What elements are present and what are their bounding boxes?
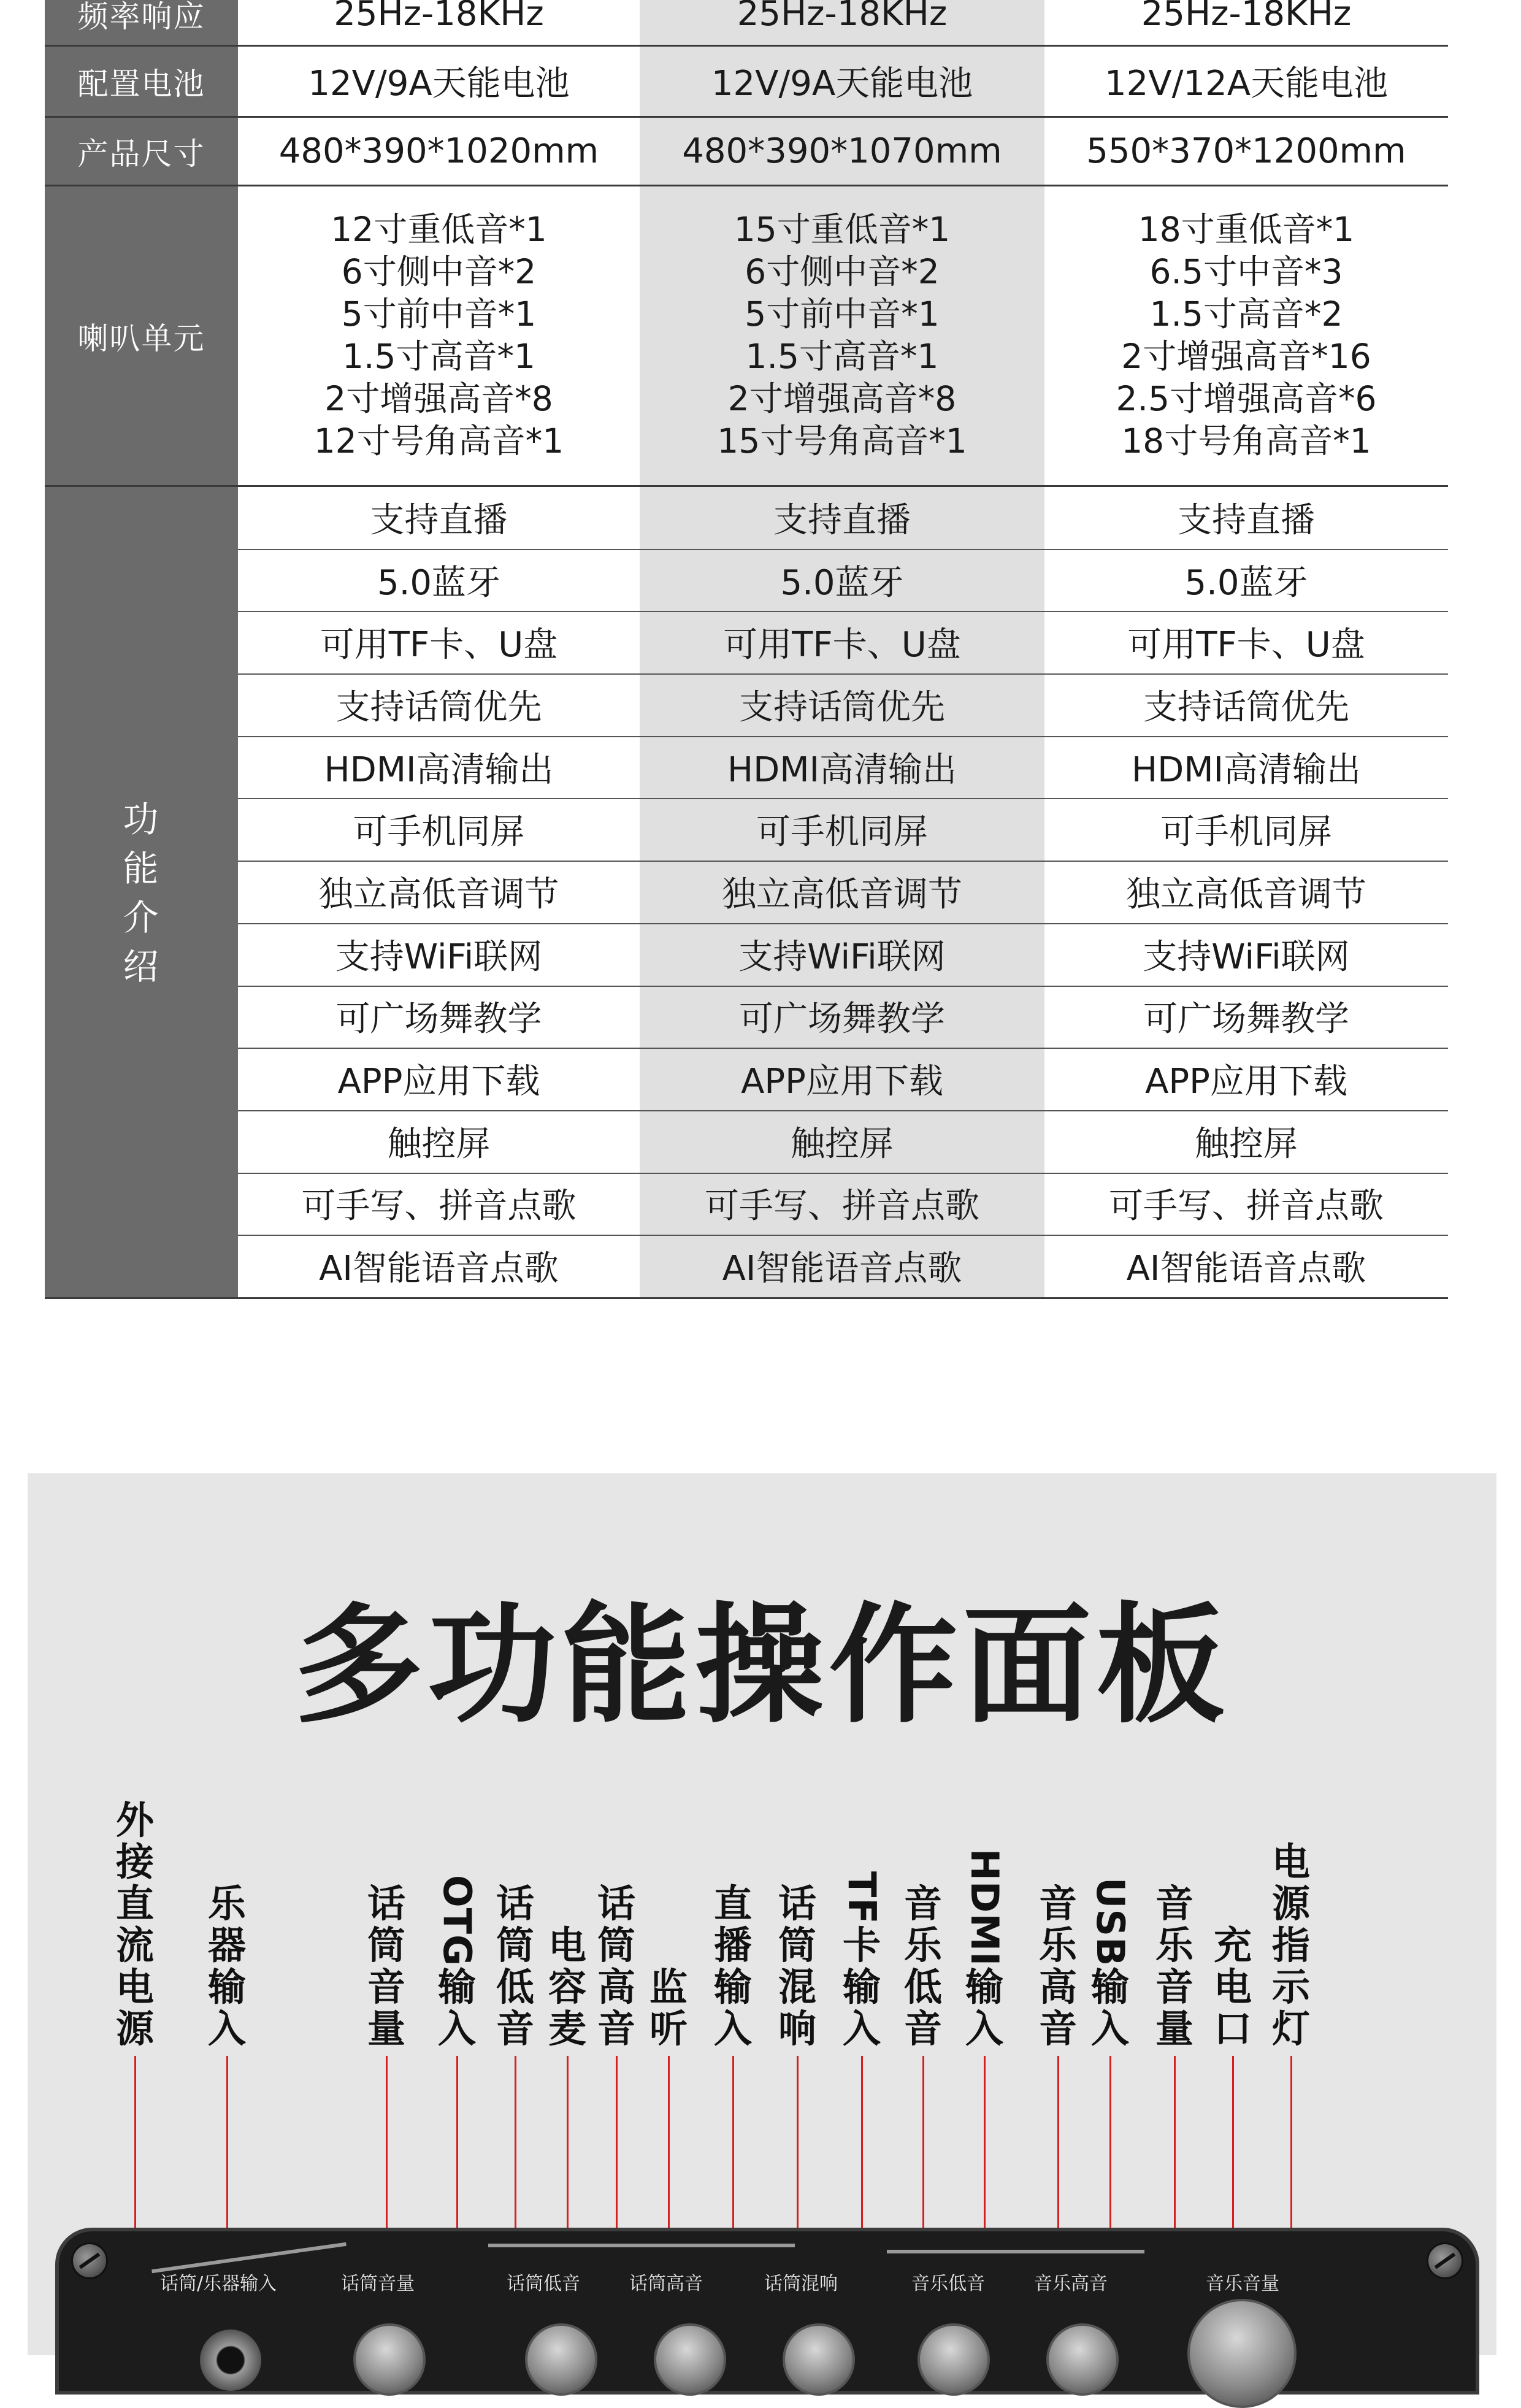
row-header-freq: 频率响应 [77, 0, 205, 34]
screw-icon [71, 2242, 108, 2279]
panel-label-char: 直 [115, 1881, 154, 1926]
feature-cell: 支持直播 [773, 500, 911, 540]
device-label: 音乐音量 [1206, 2273, 1279, 2295]
feature-cell: 可手机同屏 [756, 812, 928, 853]
music-treble-knob[interactable] [1046, 2323, 1119, 2396]
panel-label-char: 音 [1155, 1881, 1193, 1926]
panel-label-char: 音 [1038, 1881, 1077, 1926]
panel-label [546, 1925, 588, 2050]
row-divider [45, 1297, 1448, 1299]
panel-label [648, 1966, 689, 2050]
panel-label-char: 筒 [597, 1923, 635, 1968]
speaker-line: 6.5寸中音*3 [1149, 252, 1343, 291]
size-cell: 480*390*1020mm [278, 131, 599, 171]
panel-label-char: 低 [496, 1965, 534, 2009]
panel-label-char: 筒 [778, 1923, 816, 1968]
panel-label-char: 输 [1090, 1965, 1129, 2009]
panel-label-char: 源 [1271, 1881, 1310, 1926]
panel-label-char: 音 [597, 2006, 635, 2051]
feature-cell: AI智能语音点歌 [1126, 1249, 1366, 1289]
row-header-speakers: 喇叭单元 [77, 321, 205, 356]
mic-volume-knob[interactable] [353, 2323, 426, 2396]
panel-label-char: 量 [367, 2006, 405, 2051]
feature-cell: 可手写、拼音点歌 [1109, 1186, 1384, 1227]
panel-label-char: 外 [115, 1798, 154, 1842]
panel-label [436, 1875, 478, 2050]
feature-divider [238, 1110, 1448, 1111]
feature-cell: 支持WiFi联网 [1143, 937, 1350, 977]
panel-label-char: 听 [649, 2006, 688, 2051]
feature-cell: AI智能语音点歌 [319, 1249, 559, 1289]
panel-label-char: 音 [903, 2006, 942, 2051]
feature-cell: 支持话筒优先 [739, 687, 945, 727]
speaker-line: 15寸号角高音*1 [717, 421, 967, 461]
panel-label [1089, 1877, 1131, 2050]
screw-icon [1427, 2242, 1463, 2279]
feature-cell: 可手机同屏 [353, 812, 525, 853]
feature-divider [238, 861, 1448, 862]
panel-label [1037, 1883, 1079, 2050]
feature-cell: APP应用下载 [1145, 1062, 1347, 1102]
feature-cell: HDMI高清输出 [1131, 750, 1362, 790]
device-label: 音乐低音 [911, 2273, 985, 2295]
panel-label [964, 1849, 1005, 2050]
device-label: 话筒低音 [507, 2273, 580, 2295]
feature-cell: 支持WiFi联网 [738, 937, 946, 977]
features-header-char: 功 [123, 798, 160, 840]
panel-label [776, 1883, 818, 2050]
feature-cell: 可广场舞教学 [739, 999, 945, 1040]
freq-cell: 25Hz-18KHz [737, 0, 948, 34]
panel-label-char: OTG [435, 1875, 480, 1966]
speaker-line: 2寸增强高音*16 [1121, 337, 1371, 376]
device-label: 话筒高音 [629, 2273, 703, 2295]
control-panel-device [55, 2228, 1479, 2395]
feature-cell: 独立高低音调节 [1126, 874, 1366, 915]
row-header-features [45, 486, 238, 1299]
device-label: 话筒音量 [341, 2273, 415, 2295]
panel-label-char: 入 [713, 2006, 752, 2051]
panel-label-char: 话 [778, 1881, 816, 1926]
panel-label-char: 话 [597, 1881, 635, 1926]
mic-reverb-knob[interactable] [783, 2323, 855, 2396]
panel-label-char: 入 [842, 2006, 881, 2051]
features-header-char: 能 [123, 847, 160, 889]
feature-cell: 5.0蓝牙 [377, 562, 501, 603]
panel-label-char: 电 [115, 1965, 154, 2009]
panel-label [902, 1883, 944, 2050]
music-volume-knob[interactable] [1187, 2299, 1297, 2408]
panel-label-char: TF [840, 1871, 884, 1925]
feature-cell: 5.0蓝牙 [1184, 562, 1308, 603]
mic-treble-knob[interactable] [654, 2323, 726, 2396]
panel-label-char: 容 [548, 1965, 586, 2009]
feature-cell: 可手写、拼音点歌 [705, 1186, 979, 1227]
panel-label-char: 话 [496, 1881, 534, 1926]
features-header-char: 绍 [123, 945, 160, 987]
panel-label-char: 输 [842, 1965, 881, 2009]
feature-divider [238, 1173, 1448, 1174]
speakers-cell [640, 186, 1044, 485]
feature-cell: 5.0蓝牙 [780, 562, 904, 603]
panel-label-char: 筒 [496, 1923, 534, 1968]
panel-label [712, 1883, 754, 2050]
speaker-line: 6寸侧中音*2 [745, 252, 940, 291]
feature-cell: 独立高低音调节 [318, 874, 559, 915]
panel-label-char: 麦 [548, 2006, 586, 2051]
speaker-line: 5寸前中音*1 [341, 294, 537, 334]
panel-label [1270, 1841, 1312, 2050]
feature-cell: AI智能语音点歌 [722, 1249, 962, 1289]
feature-divider [238, 736, 1448, 737]
panel-label-char: 输 [437, 1965, 476, 2009]
feature-cell: 支持话筒优先 [1143, 687, 1349, 727]
feature-cell: HDMI高清输出 [727, 750, 957, 790]
music-bass-knob[interactable] [918, 2323, 990, 2396]
panel-label-char: 源 [115, 2006, 154, 2051]
panel-title: 多功能操作面板 [294, 1590, 1230, 1741]
panel-label-char: 入 [437, 2006, 476, 2051]
panel-label [494, 1883, 536, 2050]
device-label: 音乐高音 [1034, 2273, 1108, 2295]
panel-label-char: 电 [1271, 1839, 1310, 1884]
mic-bass-knob[interactable] [525, 2323, 597, 2396]
panel-label-char: 入 [965, 2006, 1003, 2051]
speaker-line: 18寸号角高音*1 [1121, 421, 1371, 461]
panel-label-char: 混 [778, 1965, 816, 2009]
panel-label-char: 示 [1271, 1965, 1310, 2009]
feature-cell: APP应用下载 [741, 1062, 943, 1102]
panel-label-char: 直 [713, 1881, 752, 1926]
speaker-line: 1.5寸高音*1 [745, 337, 939, 376]
feature-cell: 可用TF卡、U盘 [320, 625, 558, 665]
speaker-line: 1.5寸高音*1 [342, 337, 535, 376]
panel-frame-line [488, 2244, 795, 2247]
freq-cell: 25Hz-18KHz [334, 0, 544, 34]
feature-cell: 可广场舞教学 [335, 999, 542, 1040]
feature-cell: 支持话筒优先 [335, 687, 542, 727]
panel-label-char: 入 [1090, 2006, 1129, 2051]
speaker-line: 12寸号角高音*1 [313, 421, 564, 461]
feature-divider [238, 986, 1448, 987]
panel-label-char: 筒 [367, 1923, 405, 1968]
speaker-line: 6寸侧中音*2 [341, 252, 537, 291]
panel-label-char: 音 [496, 2006, 534, 2051]
panel-label [1212, 1925, 1254, 2050]
panel-label-char: 灯 [1271, 2006, 1310, 2051]
speaker-line: 15寸重低音*1 [734, 210, 951, 249]
device-label: 话筒/乐器输入 [160, 2273, 277, 2295]
feature-cell: 可用TF卡、U盘 [1127, 625, 1365, 665]
feature-divider [238, 923, 1448, 924]
panel-label [366, 1883, 407, 2050]
feature-cell: 可用TF卡、U盘 [723, 625, 961, 665]
feature-divider [238, 1048, 1448, 1049]
device-label: 话筒混响 [764, 2273, 838, 2295]
panel-label [1154, 1883, 1195, 2050]
panel-label-char: 指 [1271, 1923, 1310, 1968]
speakers-cell [1044, 186, 1448, 485]
panel-frame-line [887, 2250, 1144, 2253]
feature-cell: 独立高低音调节 [722, 874, 962, 915]
feature-cell: 可手写、拼音点歌 [301, 1186, 577, 1227]
battery-cell: 12V/9A天能电池 [711, 64, 973, 104]
feature-cell: 支持WiFi联网 [335, 937, 543, 977]
panel-section [28, 1473, 1496, 2355]
panel-label-char: 器 [207, 1923, 246, 1968]
feature-cell: 支持直播 [370, 500, 508, 540]
panel-label-char: 输 [713, 1965, 752, 2009]
speaker-line: 12寸重低音*1 [331, 210, 547, 249]
panel-label-char: 高 [1038, 1965, 1077, 2009]
panel-label-char: 音 [1155, 1965, 1193, 2009]
panel-label [114, 1800, 156, 2050]
freq-cell: 25Hz-18KHz [1141, 0, 1352, 34]
speaker-line: 5寸前中音*1 [745, 294, 940, 334]
panel-label-char: 高 [597, 1965, 635, 2009]
feature-cell: 触控屏 [791, 1124, 894, 1164]
panel-label-char: 乐 [207, 1881, 246, 1926]
panel-label-char: 流 [115, 1923, 154, 1968]
instrument-jack[interactable] [200, 2329, 261, 2391]
battery-cell: 12V/12A天能电池 [1105, 64, 1388, 104]
feature-divider [238, 1235, 1448, 1236]
panel-label-char: 卡 [842, 1923, 881, 1968]
panel-label-char: 乐 [1155, 1923, 1193, 1968]
row-header-size: 产品尺寸 [77, 136, 205, 172]
panel-label [841, 1871, 883, 2050]
feature-divider [238, 673, 1448, 675]
panel-label-char: 音 [367, 1965, 405, 2009]
panel-label-char: 入 [207, 2006, 246, 2051]
panel-label-char: 接 [115, 1839, 154, 1884]
panel-label-char: 电 [548, 1923, 586, 1968]
panel-label-char: 量 [1155, 2006, 1193, 2051]
panel-label-char: 电 [1213, 1965, 1252, 2009]
feature-divider [238, 549, 1448, 550]
panel-label-char: 播 [713, 1923, 752, 1968]
feature-cell: APP应用下载 [337, 1062, 540, 1102]
panel-label-char: 乐 [903, 1923, 942, 1968]
feature-divider [238, 798, 1448, 799]
speaker-line: 1.5寸高音*2 [1149, 294, 1343, 334]
speaker-line: 2寸增强高音*8 [727, 379, 957, 418]
panel-label-char: 乐 [1038, 1923, 1077, 1968]
feature-cell: 触控屏 [1195, 1124, 1298, 1164]
panel-label-char: 响 [778, 2006, 816, 2051]
row-header-battery: 配置电池 [77, 66, 205, 102]
feature-cell: 触控屏 [387, 1124, 491, 1164]
panel-label-char: 输 [965, 1965, 1003, 2009]
size-cell: 550*370*1200mm [1086, 131, 1406, 171]
features-header-char: 介 [123, 896, 160, 938]
feature-cell: 可广场舞教学 [1143, 999, 1349, 1040]
size-cell: 480*390*1070mm [682, 131, 1002, 171]
battery-cell: 12V/9A天能电池 [308, 64, 570, 104]
panel-label-char: 输 [207, 1965, 246, 2009]
speaker-line: 18寸重低音*1 [1138, 210, 1355, 249]
feature-cell: HDMI高清输出 [324, 750, 554, 790]
speaker-line: 2寸增强高音*8 [324, 379, 553, 418]
spec-table [45, 0, 1448, 1299]
panel-label-char: 充 [1213, 1923, 1252, 1968]
speakers-cell [238, 186, 640, 485]
panel-label-char: 话 [367, 1881, 405, 1926]
panel-label-char: 音 [903, 1881, 942, 1926]
panel-label-char: HDMI [962, 1848, 1007, 1966]
panel-label [206, 1883, 248, 2050]
feature-divider [238, 611, 1448, 612]
panel-label-char: USB [1088, 1877, 1133, 1966]
panel-label-char: 口 [1213, 2006, 1252, 2051]
speaker-line: 2.5寸增强高音*6 [1116, 379, 1377, 418]
feature-cell: 支持直播 [1178, 500, 1315, 540]
panel-label [596, 1883, 637, 2050]
panel-label-char: 音 [1038, 2006, 1077, 2051]
panel-label-char: 监 [649, 1965, 688, 2009]
feature-cell: 可手机同屏 [1160, 812, 1332, 853]
panel-label-char: 低 [903, 1965, 942, 2009]
